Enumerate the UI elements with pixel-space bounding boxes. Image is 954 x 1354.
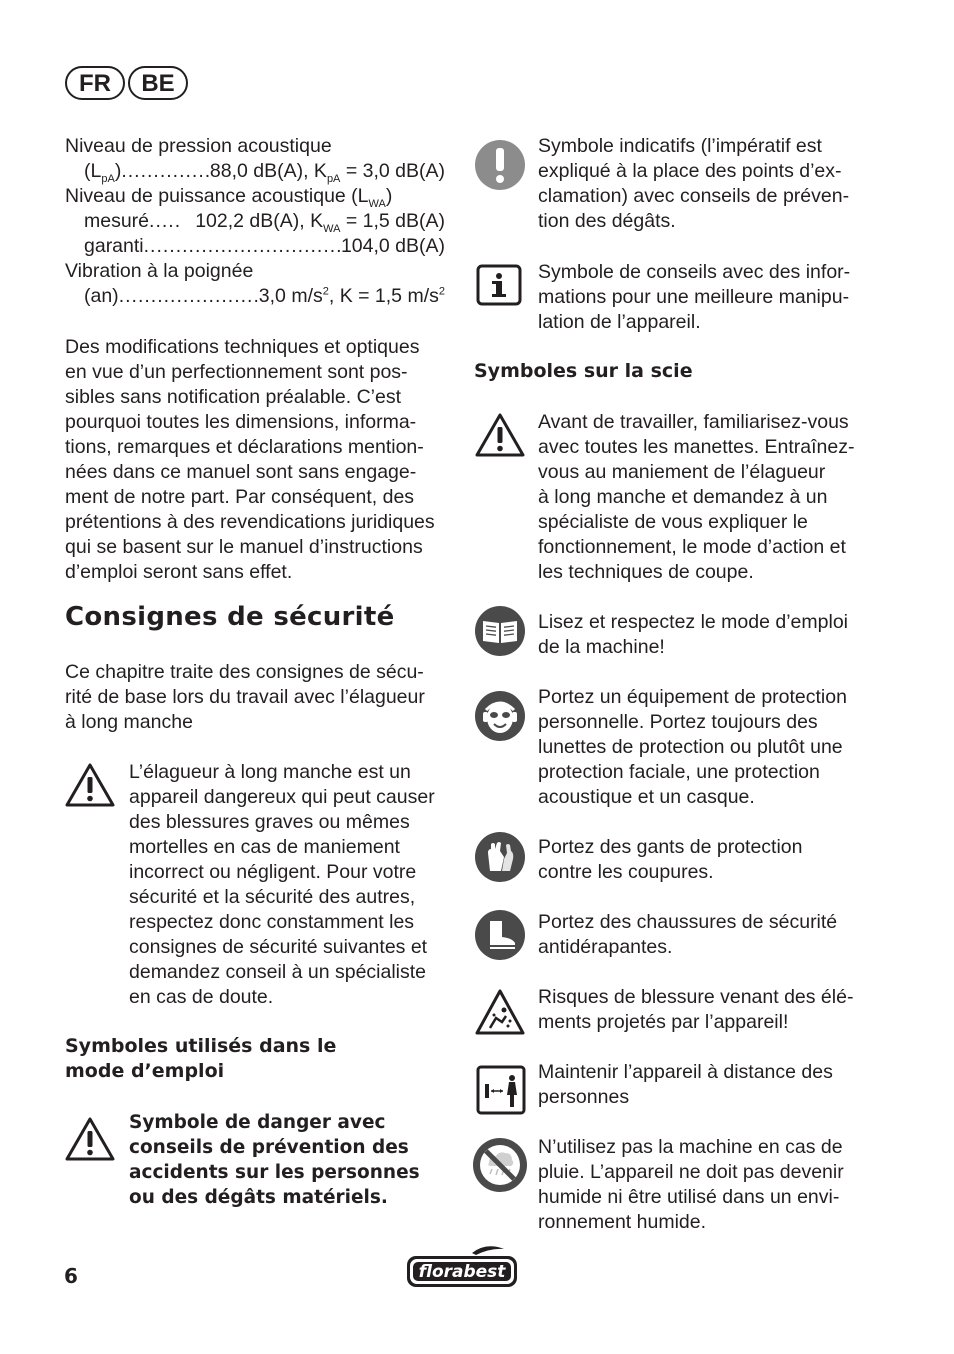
- indicative-symbol-text: Symbole indicatifs (l’impératif est expliqué à la place des points d’ex- clamation) avec conseils de préven- tion des dégâts.: [538, 135, 850, 232]
- safety-boots-icon: [474, 909, 526, 961]
- page-number: 6: [64, 1264, 78, 1288]
- protective-equipment-icon: [474, 690, 526, 742]
- exclamation-circle-icon: [474, 139, 526, 191]
- projected-text: Risques de blessure venant des élé- ments projetés par l’appareil!: [538, 986, 854, 1033]
- spec-vibration-label: Vibration à la poignée: [65, 260, 254, 282]
- distance-text: Maintenir l’appareil à distance des personnes: [538, 1061, 833, 1108]
- read-manual-icon: [474, 605, 526, 657]
- ppe-text: Portez un équipement de protection personnelle. Portez toujours des lunettes de protection ou plutôt une protection faciale, une protection acoustique et un casque.: [538, 686, 847, 808]
- language-badge-fr: [65, 66, 125, 100]
- spec-guaranteed-row: garanti ..... 104,0 dB(A): [84, 234, 445, 259]
- svg-text:florabest: florabest: [418, 1262, 506, 1282]
- info-symbol-text: Symbole de conseils avec des infor- mations pour une meilleure manipu- lation de l’appareil.: [538, 261, 851, 333]
- section-title-safety: Consignes de sécurité: [65, 602, 395, 632]
- no-rain-icon: [472, 1137, 528, 1193]
- badge-label: BE: [141, 70, 175, 97]
- boots-text: Portez des chaussures de sécurité antidérapantes.: [538, 911, 838, 958]
- info-icon: [476, 264, 522, 306]
- danger-triangle-icon: [64, 1116, 116, 1162]
- warning-triangle-icon: [474, 412, 526, 458]
- gloves-text: Portez des gants de protection contre les coupures.: [538, 836, 803, 883]
- danger-symbol-text: Symbole de danger avec conseils de prévention des accidents sur les personnes ou des dégâts matériels.: [129, 1112, 420, 1208]
- spec-measured-row: mesuré ..... 102,2 dB(A), $K_{WA} = 1,5$ dB(A): [84, 209, 445, 234]
- disclaimer-paragraph: Des modifications techniques et optiques en vue d’un perfectionnement sont pos- sibles sans notification préalable. C’est pourquoi toutes les dimensions, informa- tions, remarques et déclarations mention- nées dans ce manuel sont sans engage- ment de notre part. Par conséquent, des prétentions à des revendications juridiques qui se basent sur le manuel d’instructions d’emploi seront sans effet.: [65, 336, 435, 583]
- read-manual-text: Lisez et respectez le mode d’emploi de la machine!: [538, 611, 848, 658]
- spec-an-row: (an) ..... 3,0 $m/s^2$, K = 1,5 $m/s^2$: [84, 284, 445, 309]
- spec-sound-pressure-label: Niveau de pression acoustique: [65, 135, 332, 157]
- keep-distance-icon: [476, 1065, 526, 1115]
- subheading-manual-symbols: Symboles utilisés dans le mode d’emploi: [65, 1035, 337, 1082]
- safety-warning-text: L’élagueur à long manche est un appareil dangereux qui peut causer des blessures graves ou mêmes mortelles en cas de maniement incorrect ou négligent. Pour votre sécurité et la sécurité des autres, respectez donc constamment les consignes de sécurité suivantes et demandez conseil à un spécialiste en cas de doute.: [129, 761, 435, 1008]
- projected-objects-warning-icon: [474, 988, 526, 1036]
- language-badge-be: [128, 66, 188, 100]
- subheading-saw-symbols: Symboles sur la scie: [474, 360, 693, 382]
- gloves-icon: [474, 831, 526, 883]
- badge-label: FR: [79, 70, 111, 97]
- spec-sound-power-label: Niveau de puissance acoustique $(L_{WA})$: [65, 185, 393, 210]
- rain-text: N’utilisez pas la machine en cas de pluie. L’appareil ne doit pas devenir humide ni être utilisé dans un envi- ronnement humide.: [538, 1136, 844, 1233]
- safety-intro: Ce chapitre traite des consignes de sécu- rité de base lors du travail avec l’élagueur à long manche: [65, 661, 425, 733]
- spec-lpa-row: $(L_{pA})$ ..... 88,0 dB(A), $K_{pA} = 3,0$ dB(A): [84, 159, 445, 184]
- warning-triangle-icon: [64, 762, 116, 808]
- familiarize-text: Avant de travailler, familiarisez-vous avec toutes les manettes. Entraînez- vous au maniement de l’élagueur à long manche et demandez à un spécialiste de vous expliquer le fonctionnement, le mode d’action et les techniques de coupe.: [538, 411, 855, 583]
- florabest-logo: [404, 1244, 520, 1290]
